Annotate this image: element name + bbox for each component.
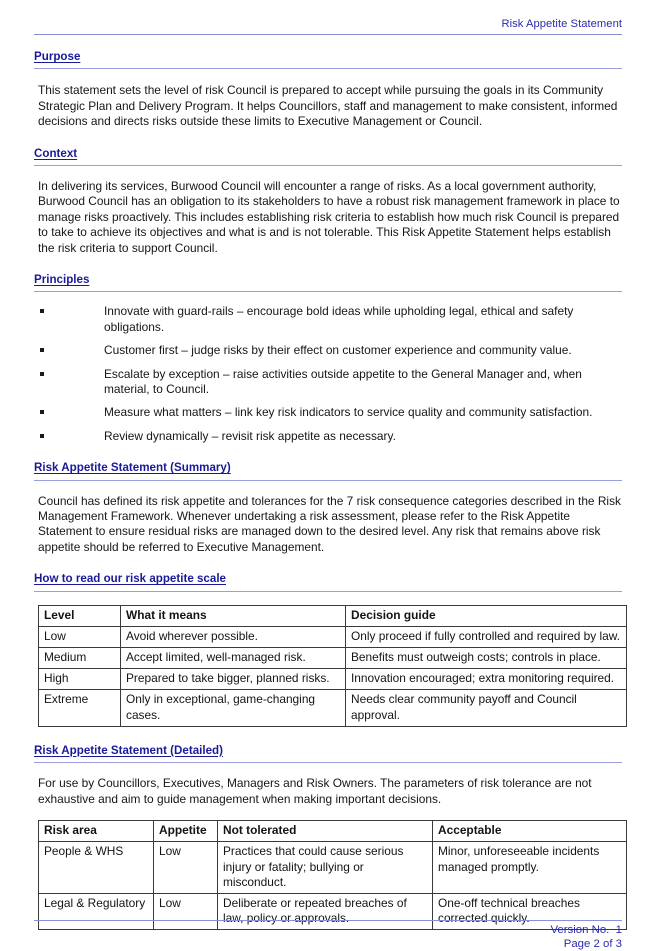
section-heading-detailed <box>34 741 622 763</box>
risk-appetite-detailed-table <box>38 820 627 930</box>
cell-level: Extreme <box>39 690 121 726</box>
cell-decision-guide: Innovation encouraged; extra monitoring required. <box>346 669 627 690</box>
list-item-text: Innovate with guard-rails – encourage bold ideas while upholding legal, ethical and safety obligations. <box>104 304 574 334</box>
cell-decision-guide: Only proceed if fully controlled and required by law. <box>346 626 627 647</box>
principles-heading-label: Principles <box>34 273 90 287</box>
list-item <box>34 343 622 358</box>
cell-level: Medium <box>39 648 121 669</box>
column-header-level: Level <box>39 605 121 626</box>
cell-acceptable: One-off technical breaches corrected quickly. <box>433 893 627 929</box>
column-header-what-it-means: What it means <box>121 605 346 626</box>
cell-what-it-means: Accept limited, well-managed risk. <box>121 648 346 669</box>
cell-acceptable: Minor, unforeseeable incidents managed promptly. <box>433 842 627 894</box>
summary-paragraph: Council has defined its risk appetite and tolerances for the 7 risk consequence categories described in the Risk Management Framework. Whenever undertaking a risk assessment, please refer to the Risk Appetite Statement to ensure residual risks are managed down to the desired level. Any risk that remains above risk appetite should be referred to Executive Management. <box>38 493 621 554</box>
cell-what-it-means: Prepared to take bigger, planned risks. <box>121 669 346 690</box>
square-bullet-icon <box>40 309 44 313</box>
section-heading-summary <box>34 458 622 480</box>
table-header-row <box>39 821 627 842</box>
list-item <box>34 304 622 335</box>
cell-what-it-means: Avoid wherever possible. <box>121 626 346 647</box>
column-header-risk-area: Risk area <box>39 821 154 842</box>
document-header <box>34 0 622 35</box>
list-item-text: Customer first – judge risks by their effect on customer experience and community value. <box>104 343 572 358</box>
table-row <box>39 669 627 690</box>
scale-heading-label: How to read our risk appetite scale <box>34 572 226 586</box>
purpose-paragraph: This statement sets the level of risk Council is prepared to accept while pursuing the goals in its Community Strategic Plan and Delivery Program. It helps Councillors, staff and management to make consistent, informed decisions and directs risks outside these limits to Executive Management or Council. <box>38 83 618 129</box>
cell-appetite: Low <box>154 893 218 929</box>
cell-level: High <box>39 669 121 690</box>
cell-risk-area: Legal & Regulatory <box>39 893 154 929</box>
list-item <box>34 367 622 398</box>
document-footer <box>34 920 622 951</box>
section-heading-purpose <box>34 47 622 69</box>
table-row <box>39 690 627 726</box>
table-row <box>39 842 627 894</box>
principles-list <box>34 304 622 444</box>
list-item-text: Escalate by exception – raise activities outside appetite to the General Manager and, when material, to Council. <box>104 366 582 397</box>
cell-decision-guide: Benefits must outweigh costs; controls in place. <box>346 648 627 669</box>
column-header-appetite: Appetite <box>154 821 218 842</box>
cell-not-tolerated: Practices that could cause serious injury or fatality; bullying or misconduct. <box>218 842 433 894</box>
cell-risk-area: People & WHS <box>39 842 154 894</box>
footer-page-number: Page 2 of 3 <box>563 938 622 950</box>
detailed-heading-label: Risk Appetite Statement (Detailed) <box>34 743 223 757</box>
footer-version: Version No. 1 <box>550 924 622 936</box>
square-bullet-icon <box>40 348 44 352</box>
summary-heading-label: Risk Appetite Statement (Summary) <box>34 461 231 475</box>
purpose-heading-label: Purpose <box>34 50 81 63</box>
column-header-decision-guide: Decision guide <box>346 605 627 626</box>
column-header-acceptable: Acceptable <box>433 821 627 842</box>
context-heading-label: Context <box>34 146 78 160</box>
cell-what-it-means: Only in exceptional, game-changing cases. <box>121 690 346 726</box>
list-item <box>34 405 622 420</box>
cell-not-tolerated: Deliberate or repeated breaches of law, policy or approvals. <box>218 893 433 929</box>
list-item-text: Measure what matters – link key risk indicators to service quality and community satisfaction. <box>104 405 593 420</box>
context-paragraph: In delivering its services, Burwood Council will encounter a range of risks. As a local government authority, Burwood Council has an obligation to its stakeholders to have a robust risk management framework in place to manage risks proactively. This includes establishing risk criteria to establish how much risk Council is prepared to take to achieve its objectives and what is and is not tolerable. This Risk Appetite Statement helps establish the risk criteria to support Council. <box>38 179 620 255</box>
square-bullet-icon <box>40 434 44 438</box>
cell-decision-guide: Needs clear community payoff and Council approval. <box>346 690 627 726</box>
column-header-not-tolerated: Not tolerated <box>218 821 433 842</box>
cell-level: Low <box>39 626 121 647</box>
list-item-text: Review dynamically – revisit risk appetite as necessary. <box>104 428 396 443</box>
section-heading-scale <box>34 569 622 591</box>
table-row <box>39 626 627 647</box>
risk-appetite-scale-table <box>38 605 627 727</box>
table-row <box>39 648 627 669</box>
square-bullet-icon <box>40 410 44 414</box>
section-heading-context <box>34 144 622 166</box>
header-title: Risk Appetite Statement <box>501 18 622 30</box>
detailed-paragraph: For use by Councillors, Executives, Managers and Risk Owners. The parameters of risk tolerance are not exhaustive and aim to guide management when making important decisions. <box>38 776 592 806</box>
cell-appetite: Low <box>154 842 218 894</box>
table-header-row <box>39 605 627 626</box>
list-item <box>34 429 622 444</box>
section-heading-principles <box>34 270 622 292</box>
square-bullet-icon <box>40 372 44 376</box>
